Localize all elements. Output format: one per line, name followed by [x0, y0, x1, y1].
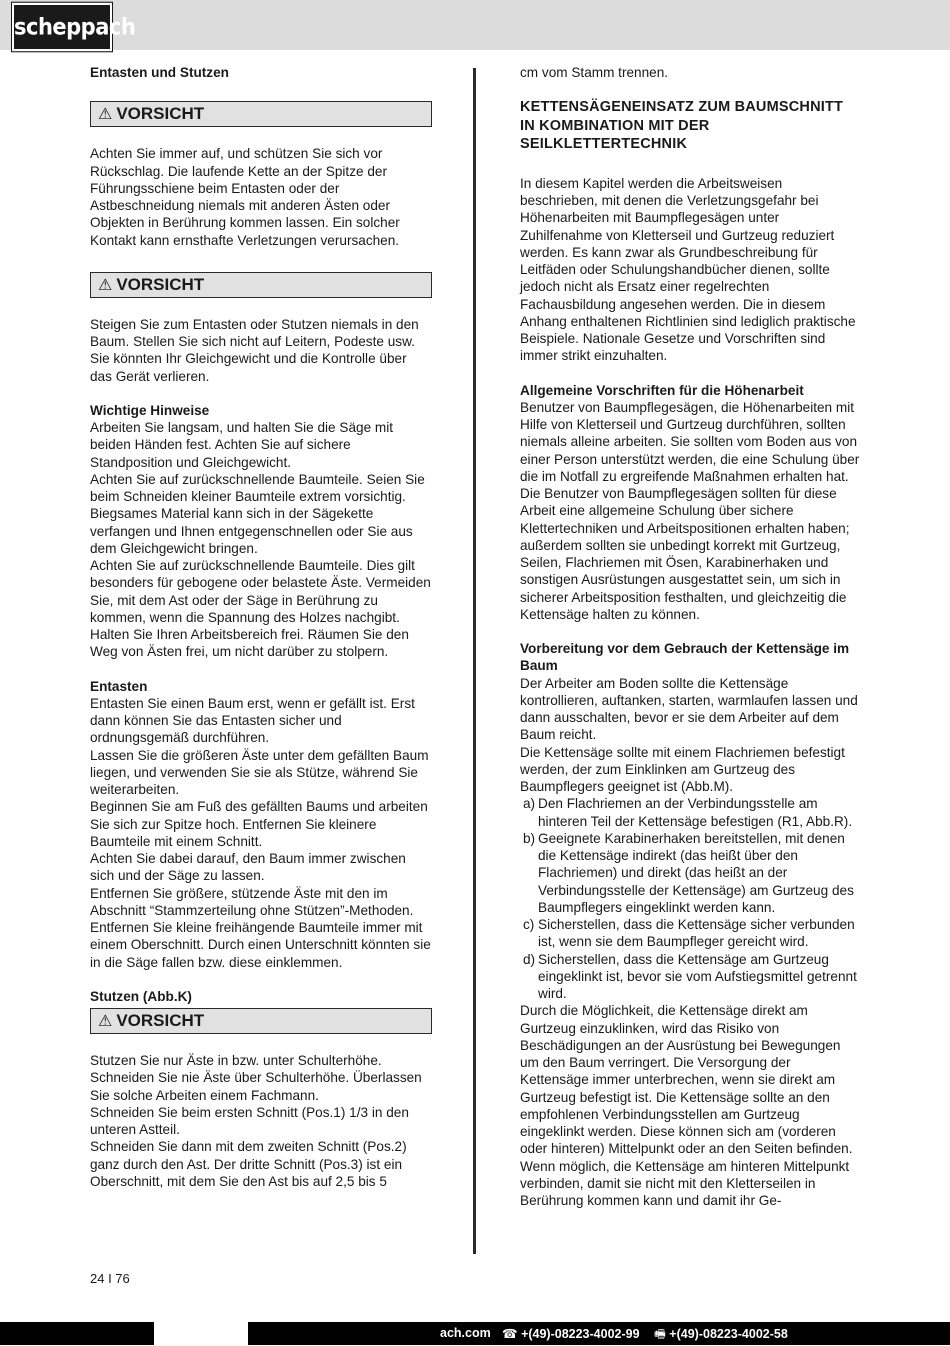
warning-icon: ⚠: [98, 1011, 113, 1030]
list-marker: d): [523, 951, 536, 967]
brand-logo: scheppach: [12, 3, 112, 51]
footer-bar: [0, 1322, 950, 1345]
list-item: [520, 795, 862, 830]
paragraph: Stutzen Sie nur Äste in bzw. unter Schulterhöhe. Schneiden Sie nie Äste über Schulterhöhe. Überlassen Sie solche Arbeiten einem Fachmann.: [90, 1053, 422, 1103]
section-heading: Stutzen (Abb.K): [90, 988, 192, 1004]
list-text: Sicherstellen, dass die Kettensäge sicher verbunden ist, wenn sie dem Baumpfleger gereicht wird.: [538, 917, 855, 950]
paragraph: Lassen Sie die größeren Äste unter dem gefällten Baum liegen, und verwenden Sie sie als Stütze, während Sie weiterarbeiten.: [90, 747, 429, 797]
warning-label: VORSICHT: [116, 1011, 205, 1030]
warning-label: VORSICHT: [116, 104, 205, 124]
phone-number: +(49)-08223-4002-99: [521, 1327, 640, 1341]
paragraph: Benutzer von Baumpflegesägen, die Höhenarbeiten mit Hilfe von Kletterseil und Gurtzeug durchführen, sollten niemals alleine arbeiten. Sie sollten vom Boden aus von einer Person unterstützt werden, die eine Schulung über die im Notfall zu ergreifende Maßnahmen erhalten hat. Die Benutzer von Baumpflegesägen sollten für diese Arbeit eine allgemeine Schulung über sichere Klettertechniken und Arbeitspositionen erhalten haben; außerdem sollten sie unbedingt korrekt mit Gurtzeug, Seilen, Flachriemen mit Ösen, Karabinerhaken und sonstigen Ausrüstungen ausgestattet sein, um sich in sicherer Arbeitsposition festhalten, und gleichzeitig die Kettensäge halten zu können.: [520, 399, 860, 622]
fax-number: +(49)-08223-4002-58: [669, 1327, 788, 1341]
phone-info: [502, 1322, 640, 1346]
list-item: [520, 830, 862, 916]
paragraph: Schneiden Sie beim ersten Schnitt (Pos.1) 1/3 in den unteren Astteil.: [90, 1104, 409, 1137]
paragraph: Entfernen Sie größere, stützende Äste mit den im Abschnitt “Stammzerteilung ohne Stützen”-Methoden.: [90, 885, 414, 918]
paragraph: Der Arbeiter am Boden sollte die Kettensäge kontrollieren, auftanken, starten, warmlaufen lassen und dann ausschalten, bevor er sie dem Arbeiter auf dem Baum reicht.: [520, 675, 858, 743]
paragraph: Achten Sie auf zurückschnellende Baumteile. Seien Sie beim Schneiden kleiner Baumteile extrem vorsichtig. Biegsames Material kann sich in der Sägekette verfangen und Ihnen entgegenschnellen oder Sie aus dem Gleichgewicht bringen.: [90, 471, 425, 556]
list-item: [520, 951, 862, 1003]
fax-icon: 🖷: [654, 1326, 666, 1341]
paragraph: Durch die Möglichkeit, die Kettensäge direkt am Gurtzeug einzuklinken, wird das Risiko von Beschädigungen an der Ausrüstung bei Bewegungen um den Baum verringert. Die Versorgung der Kettensäge immer unterbrechen, wenn sie direkt am Gurtzeug befestigt ist. Die Kettensäge sollte an den empfohlenen Verbindungsstellen am Gurtzeug eingeklinkt werden. Diese können sich am (vorderen oder hinteren) Mittelpunkt oder an den Seiten befinden. Wenn möglich, die Kettensäge am hinteren Mittelpunkt verbinden, damit sie nicht mit den Kletterseilen in Berührung kommen kann und damit ihr Ge-: [520, 1003, 853, 1208]
list-item: [520, 916, 862, 951]
warning-text: Achten Sie immer auf, und schützen Sie sich vor Rückschlag. Die laufende Kette an der Spitze der Führungsschiene beim Entasten oder der Astbeschneidung niemals mit anderen Ästen oder Objekten in Berührung kommen lassen. Ein solcher Kontakt kann ernsthafte Verletzungen verursachen.: [90, 146, 400, 248]
list-text: Sicherstellen, dass die Kettensäge am Gurtzeug eingeklinkt ist, bevor sie vom Aufstiegsmittel getrennt wird.: [538, 951, 857, 1001]
paragraph: Schneiden Sie dann mit dem zweiten Schnitt (Pos.2) ganz durch den Ast. Der dritte Schnitt (Pos.3) ist ein Oberschnitt, mit dem Sie den Ast bis auf 2,5 bis 5: [90, 1139, 407, 1189]
fax-info: [654, 1322, 788, 1346]
warning-box: [90, 1008, 432, 1034]
warning-box: [90, 272, 432, 298]
paragraph: In diesem Kapitel werden die Arbeitsweisen beschrieben, mit denen die Verletzungsgefahr bei Höhenarbeiten mit Baumpflegesägen unter Zuhilfenahme von Kletterseil und Gurtzeug reduziert werden. Es kann zwar als Grundbeschreibung für Leitfäden oder Schulungshandbücher dienen, sollte jedoch nicht als Ersatz einer regelrechten Fachausbildung angesehen werden. Die in diesem Anhang enthaltenen Richtlinien sind lediglich praktische Beispiele. Nationale Gesetze und Vorschriften sind immer strikt einzuhalten.: [520, 175, 856, 364]
header-bar: [0, 0, 950, 50]
section-heading: Entasten: [90, 678, 148, 694]
page-number: 24 I 76: [90, 1271, 130, 1286]
list-marker: b): [523, 830, 536, 846]
website-link[interactable]: ach.com: [440, 1326, 491, 1340]
phone-icon: ☎: [502, 1326, 518, 1341]
paragraph: Achten Sie dabei darauf, den Baum immer zwischen sich und der Säge zu lassen.: [90, 851, 406, 884]
section-heading: Entasten und Stutzen: [90, 65, 229, 80]
paragraph: cm vom Stamm trennen.: [520, 65, 669, 80]
paragraph: Die Kettensäge sollte mit einem Flachriemen befestigt werden, der zum Einklinken am Gurtzeug des Baumpflegers geeignet ist (Abb.M).: [520, 744, 845, 794]
warning-icon: ⚠: [98, 104, 113, 124]
paragraph: Halten Sie Ihren Arbeitsbereich frei. Räumen Sie den Weg von Ästen frei, um nicht darüber zu stolpern.: [90, 627, 409, 660]
warning-box: [90, 101, 432, 127]
step-list: [520, 795, 862, 1002]
paragraph: Entfernen Sie kleine freihängende Baumteile immer mit einem Oberschnitt. Durch einen Unterschnitt könnten sie in die Säge fallen bzw. diese einklemmen.: [90, 920, 431, 970]
left-column: [90, 64, 432, 1190]
section-heading: Allgemeine Vorschriften für die Höhenarbeit: [520, 382, 804, 398]
list-marker: c): [523, 917, 535, 932]
paragraph: Beginnen Sie am Fuß des gefällten Baums und arbeiten Sie sich zur Spitze hoch. Entfernen Sie kleinere Baumteile mit einem Schnitt.: [90, 799, 428, 849]
paragraph: Arbeiten Sie langsam, und halten Sie die Säge mit beiden Händen fest. Achten Sie auf sichere Standposition und Gleichgewicht.: [90, 420, 394, 470]
paragraph: Achten Sie auf zurückschnellende Baumteile. Dies gilt besonders für gebogene oder belastete Äste. Vermeiden Sie, mit dem Ast oder der Säge in Berührung zu kommen, wenn die Spannung des Holzes nachgibt.: [90, 558, 431, 625]
list-text: Geeignete Karabinerhaken bereitstellen, mit denen die Kettensäge indirekt (das heißt über den Flachriemen) und direkt (das heißt an der Verbindungsstelle der Kettensäge) am Gurtzeug des Baumpflegers eingeklinkt werden kann.: [538, 830, 854, 915]
list-marker: a): [523, 796, 536, 812]
warning-text: Steigen Sie zum Entasten oder Stutzen niemals in den Baum. Stellen Sie sich nicht auf Leitern, Podeste usw. Sie könnten Ihr Gleichgewicht und die Kontrolle über das Gerät verlieren.: [90, 316, 419, 384]
chapter-title: KETTENSÄGENEINSATZ ZUM BAUMSCHNITT IN KOMBINATION MIT DER SEILKLETTERTECHNIK: [520, 99, 844, 153]
column-divider: [473, 68, 476, 1254]
warning-icon: ⚠: [98, 274, 113, 294]
list-text: Den Flachriemen an der Verbindungsstelle am hinteren Teil der Kettensäge befestigen (R1, Abb.R).: [538, 796, 853, 829]
warning-label: VORSICHT: [116, 274, 205, 294]
paragraph: Entasten Sie einen Baum erst, wenn er gefällt ist. Erst dann können Sie das Entasten sicher und ordnungsgemäß durchführen.: [90, 695, 415, 746]
right-column: [520, 64, 862, 1209]
section-heading: Wichtige Hinweise: [90, 402, 210, 418]
section-heading: Vorbereitung vor dem Gebrauch der Kettensäge im Baum: [520, 641, 850, 674]
footer-gap: [154, 1322, 248, 1345]
